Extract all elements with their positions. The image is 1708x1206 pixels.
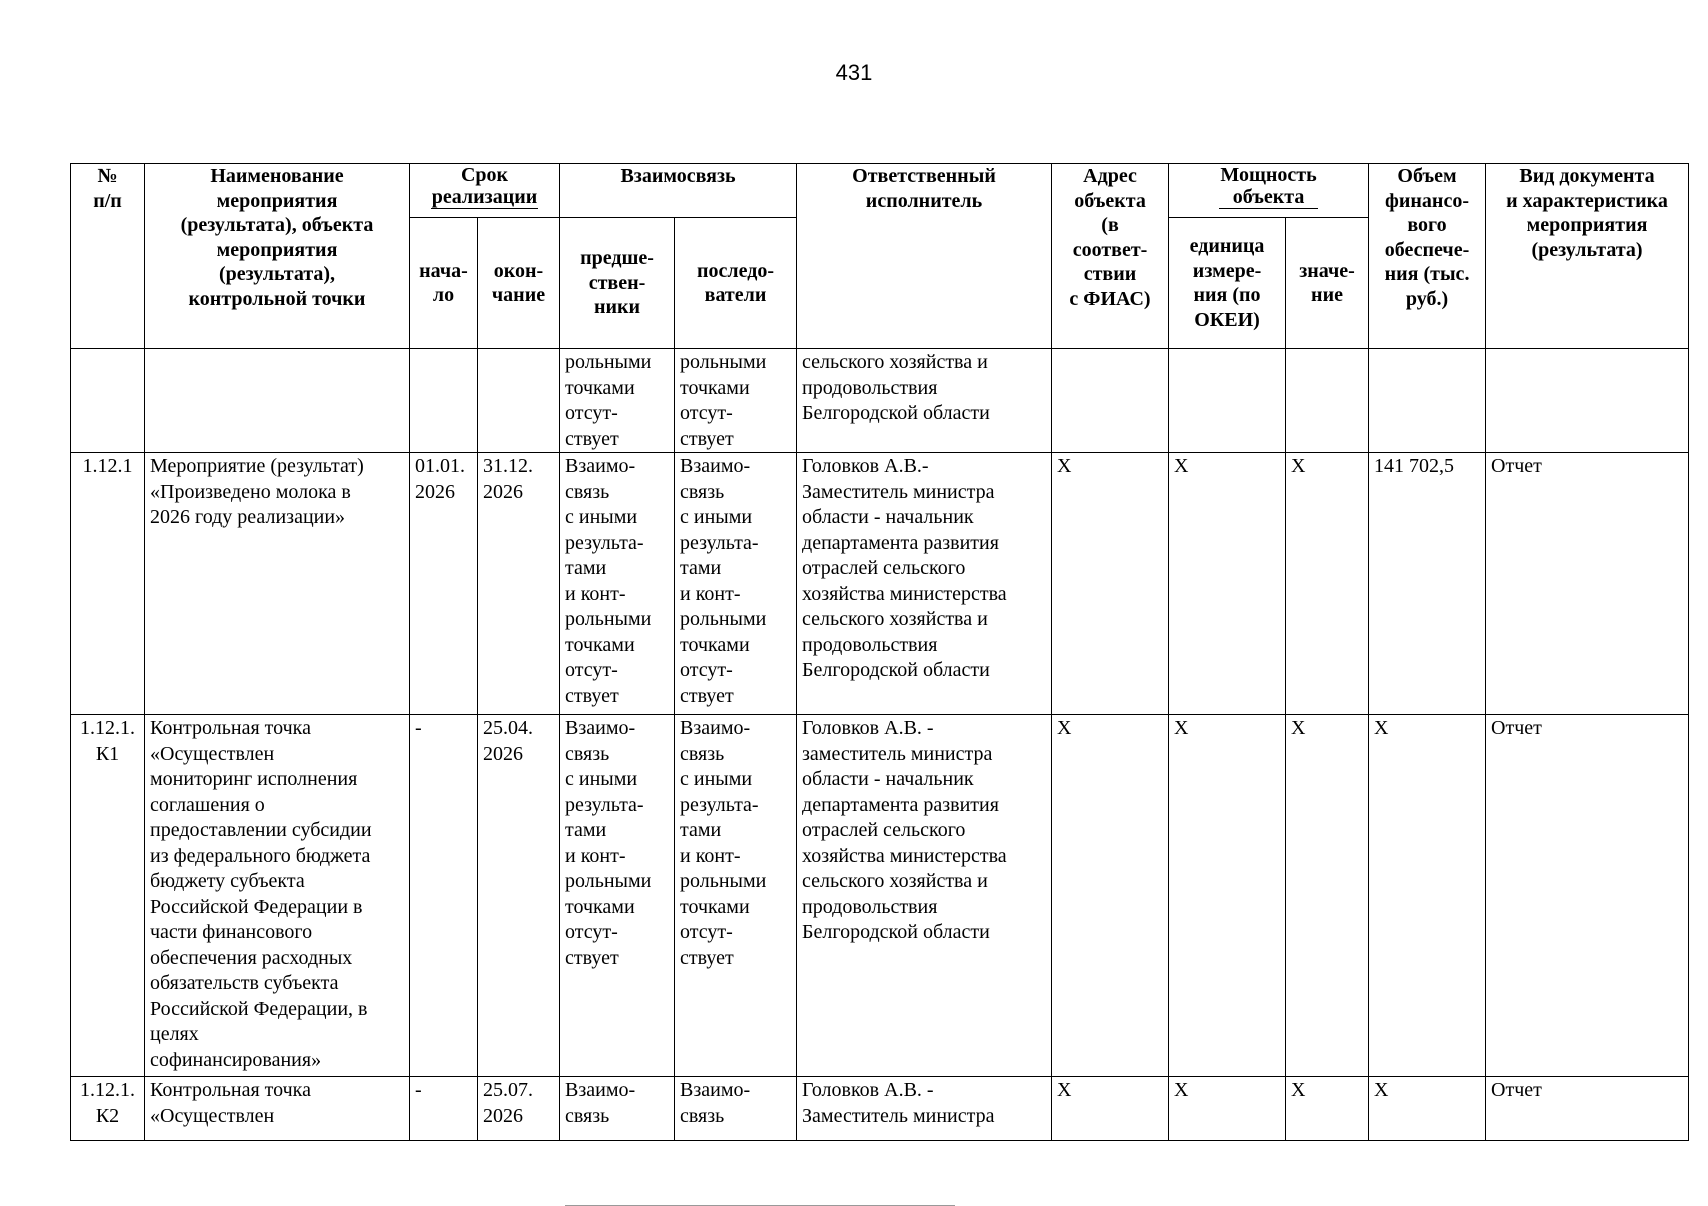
header-link: Взаимосвязь [560, 164, 797, 218]
cell-next: Взаимо- связь с иными результа- тами и конт- рольными точками отсут- ствует [675, 453, 797, 715]
header-link-prev: предше- ствен- ники [560, 218, 675, 349]
cell-address: X [1052, 1077, 1169, 1141]
cell-unit [1169, 349, 1286, 453]
cell-funding [1369, 349, 1486, 453]
cell-next: Взаимо- связь [675, 1077, 797, 1141]
cell-start [410, 349, 478, 453]
header-capacity [1169, 164, 1369, 218]
cell-funding: X [1369, 1077, 1486, 1141]
cell-value [1286, 349, 1369, 453]
cell-funding: 141 702,5 [1369, 453, 1486, 715]
cell-doc: Отчет [1486, 1077, 1689, 1141]
cell-responsible: Головков А.В. - заместитель министра области - начальник департамента развития отраслей сельского хозяйства министерства сельского хозяйства и продовольствия Белгородской области [797, 715, 1052, 1077]
cell-unit: X [1169, 1077, 1286, 1141]
table-row [71, 1077, 1689, 1141]
header-funding: Объем финансо- вого обеспече- ния (тыс. руб.) [1369, 164, 1486, 349]
cell-doc: Отчет [1486, 453, 1689, 715]
header-name: Наименование мероприятия (результата), объекта мероприятия (результата), контрольной точки [145, 164, 410, 349]
cell-prev: Взаимо- связь [560, 1077, 675, 1141]
header-unit: единица измере- ния (по ОКЕИ) [1169, 218, 1286, 349]
header-responsible: Ответственный исполнитель [797, 164, 1052, 349]
header-value: значе- ние [1286, 218, 1369, 349]
table-row [71, 715, 1689, 1077]
cell-num: 1.12.1 [71, 453, 145, 715]
page-number: 431 [835, 60, 873, 85]
cell-num [71, 349, 145, 453]
cell-name [145, 349, 410, 453]
table-body [71, 349, 1689, 1141]
cell-prev: Взаимо- связь с иными результа- тами и конт- рольными точками отсут- ствует [560, 453, 675, 715]
cell-responsible: Головков А.В. - Заместитель министра [797, 1077, 1052, 1141]
cell-end: 31.12. 2026 [478, 453, 560, 715]
cell-end [478, 349, 560, 453]
cell-value: X [1286, 715, 1369, 1077]
cell-responsible: Головков А.В.- Заместитель министра области - начальник департамента развития отраслей сельского хозяйства министерства сельского хозяйства и продовольствия Белгородской области [797, 453, 1052, 715]
cell-start: 01.01. 2026 [410, 453, 478, 715]
cell-address: X [1052, 453, 1169, 715]
cell-unit: X [1169, 453, 1286, 715]
header-doc-type: Вид документа и характеристика мероприятия (результата) [1486, 164, 1689, 349]
cell-start: - [410, 715, 478, 1077]
cell-value: X [1286, 1077, 1369, 1141]
cell-responsible: сельского хозяйства и продовольствия Белгородской области [797, 349, 1052, 453]
cell-num: 1.12.1. К2 [71, 1077, 145, 1141]
cell-end: 25.07. 2026 [478, 1077, 560, 1141]
cell-name: Мероприятие (результат) «Произведено молока в 2026 году реализации» [145, 453, 410, 715]
header-period-start: нача- ло [410, 218, 478, 349]
cell-start: - [410, 1077, 478, 1141]
cell-value: X [1286, 453, 1369, 715]
cell-next: рольными точками отсут- ствует [675, 349, 797, 453]
header-period-end: окон- чание [478, 218, 560, 349]
table-row [71, 349, 1689, 453]
cell-address [1052, 349, 1169, 453]
header-period [410, 164, 560, 218]
cell-address: X [1052, 715, 1169, 1077]
header-address: Адрес объекта (в соответ- ствии с ФИАС) [1052, 164, 1169, 349]
cell-doc: Отчет [1486, 715, 1689, 1077]
table-header [71, 164, 1689, 349]
cell-end: 25.04. 2026 [478, 715, 560, 1077]
cell-unit: X [1169, 715, 1286, 1077]
cell-next: Взаимо- связь с иными результа- тами и конт- рольными точками отсут- ствует [675, 715, 797, 1077]
cell-num: 1.12.1. К1 [71, 715, 145, 1077]
cell-prev: Взаимо- связь с иными результа- тами и конт- рольными точками отсут- ствует [560, 715, 675, 1077]
cell-doc [1486, 349, 1689, 453]
plan-table [70, 163, 1689, 1141]
header-period-label: Срок реализации [431, 164, 538, 208]
cell-name: Контрольная точка «Осуществлен мониторинг исполнения соглашения о предоставлении субсидии из федерального бюджета бюджету субъекта Российской Федерации в части финансового обеспечения расходных обязательств субъекта Российской Федерации, в целях софинансирования» [145, 715, 410, 1077]
cell-prev: рольными точками отсут- ствует [560, 349, 675, 453]
plan-table-container [70, 163, 1688, 1141]
cell-funding: X [1369, 715, 1486, 1077]
header-capacity-label: Мощность объекта [1220, 164, 1317, 208]
table-row [71, 453, 1689, 715]
header-num: № п/п [71, 164, 145, 349]
cell-name: Контрольная точка «Осуществлен [145, 1077, 410, 1141]
header-link-next: последо- ватели [675, 218, 797, 349]
